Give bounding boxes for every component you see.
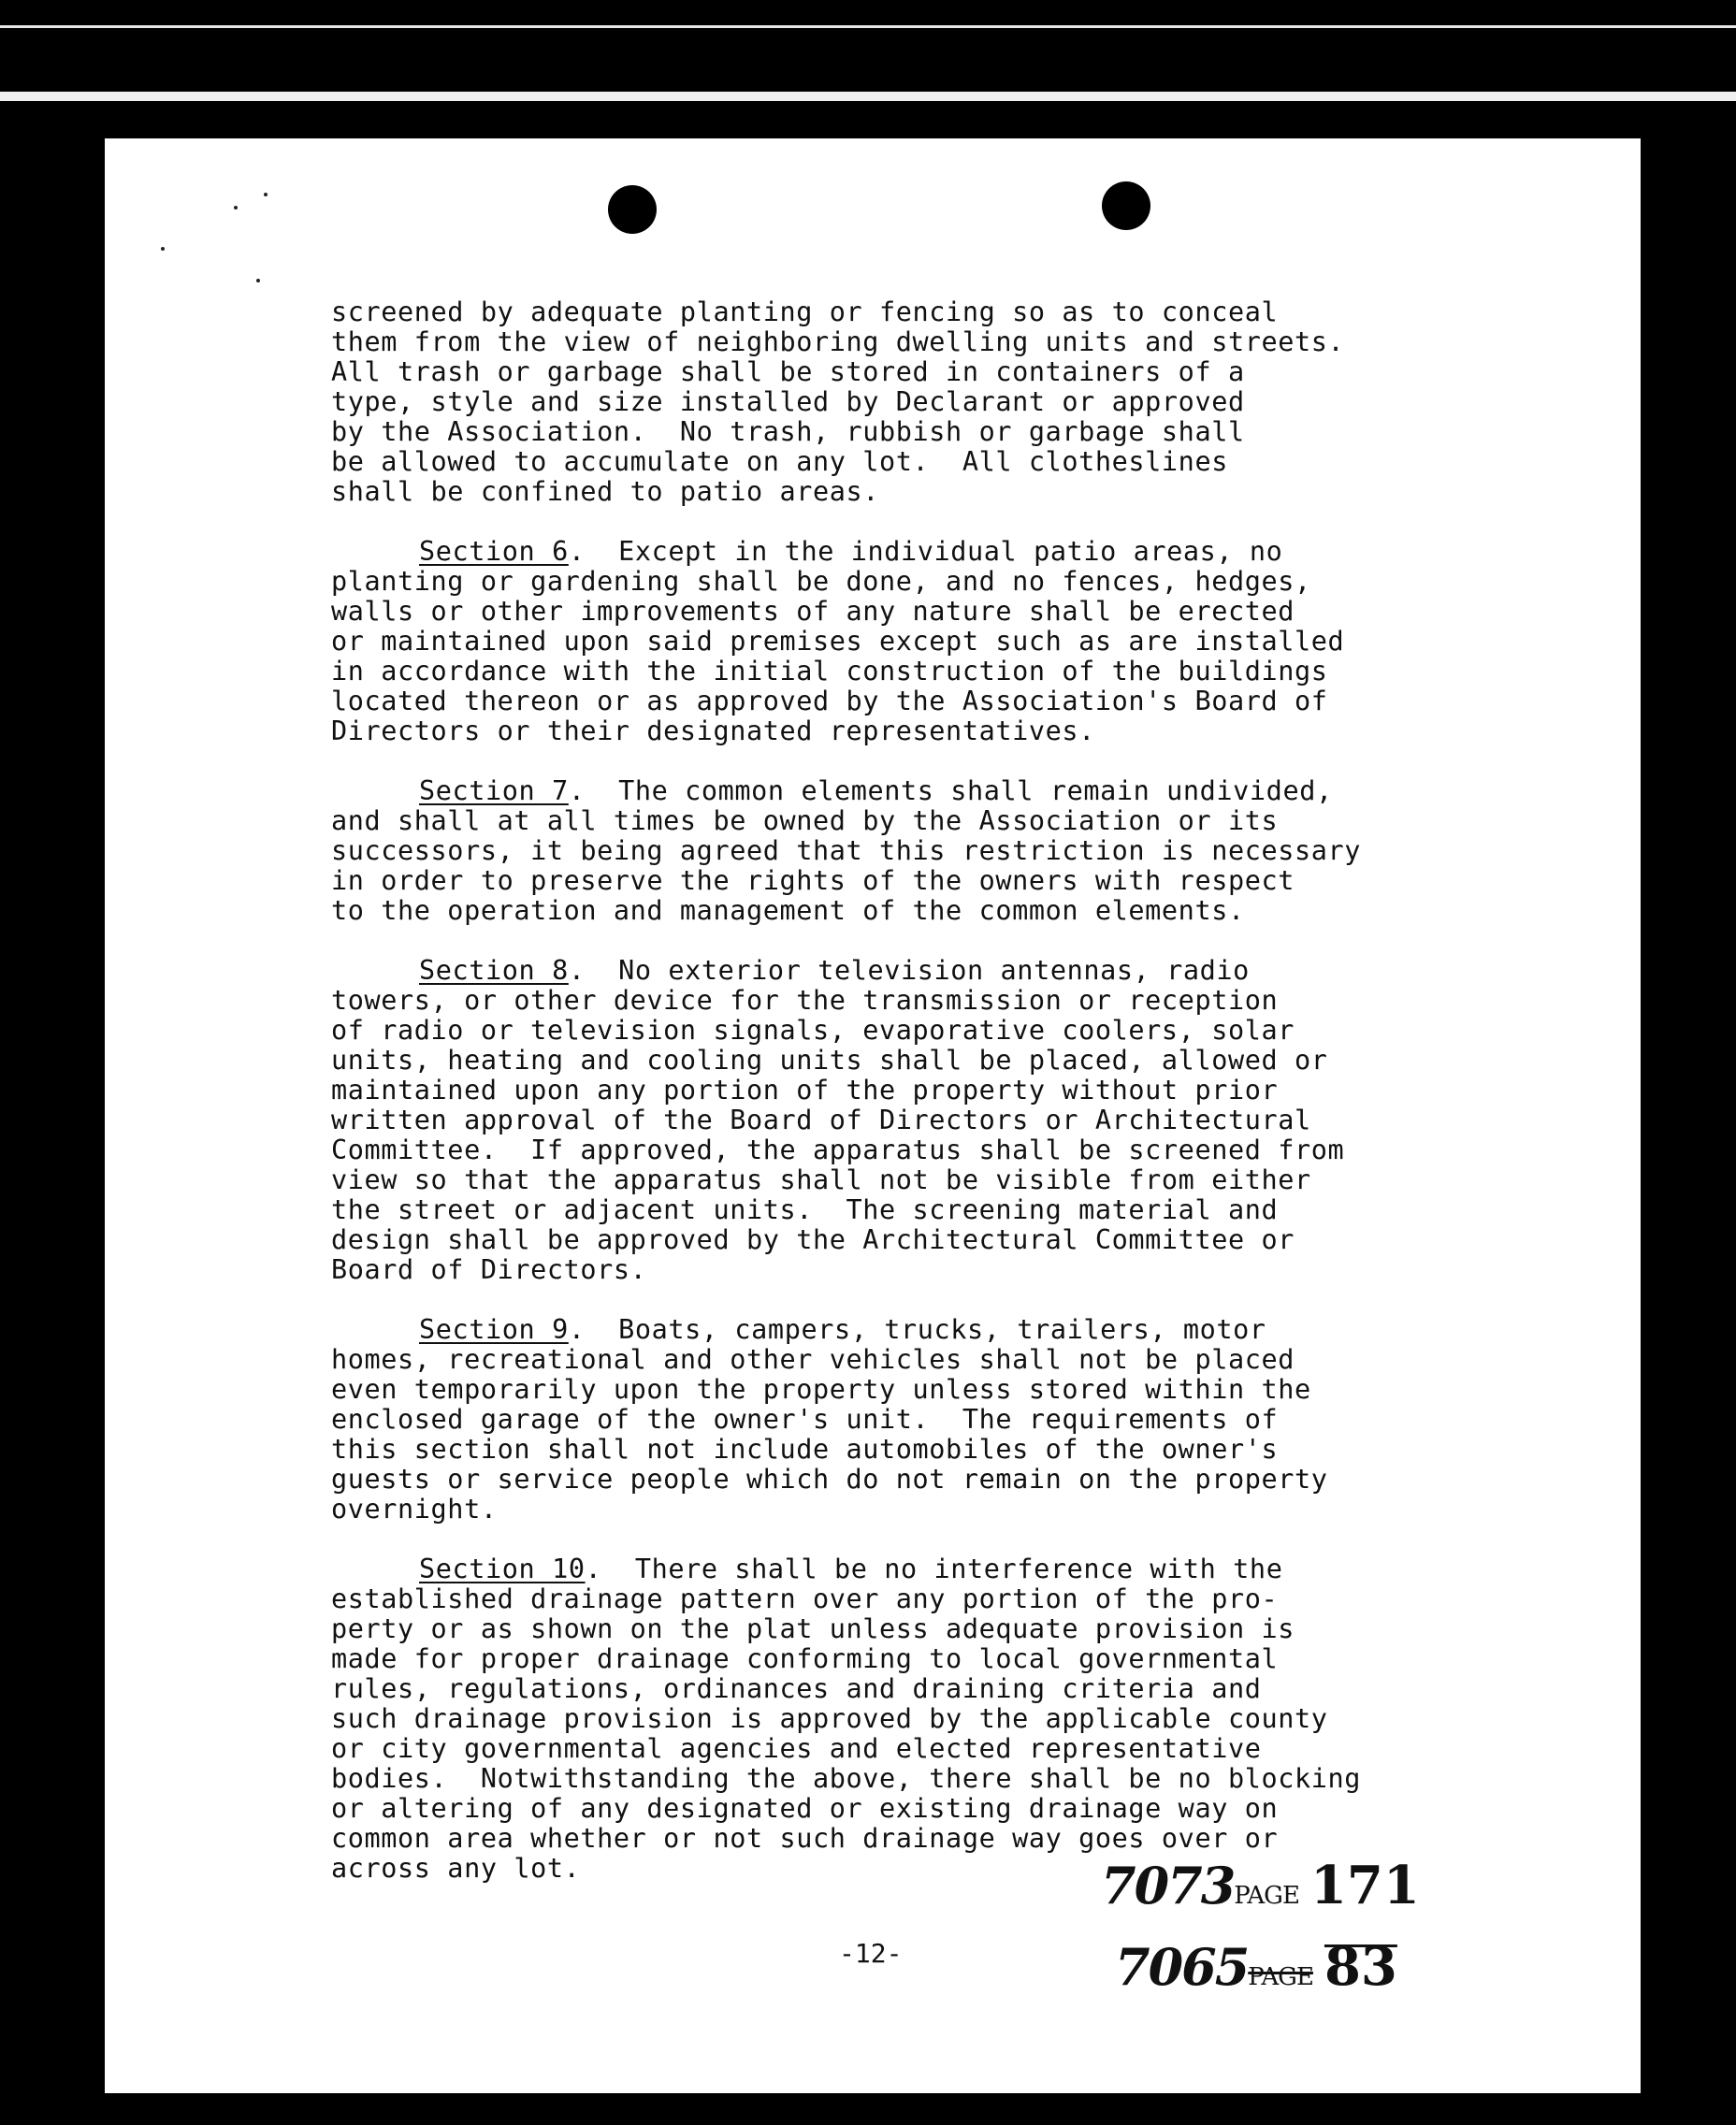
document-page <box>105 138 1641 2093</box>
line-text: Board of Directors. <box>331 1254 647 1285</box>
text-line <box>331 597 1575 627</box>
line-text: even temporarily upon the property unless stored within the <box>331 1374 1311 1405</box>
text-line <box>331 687 1575 716</box>
line-text: Committee. If approved, the apparatus shall be screened from <box>331 1135 1345 1165</box>
section-title: Section 7 <box>419 775 569 806</box>
text-line <box>331 1165 1575 1195</box>
line-text: located thereon or as approved by the Association's Board of <box>331 686 1328 716</box>
line-text: guests or service people which do not remain on the property <box>331 1464 1328 1495</box>
body-text <box>331 297 1575 1914</box>
line-text: towers, or other device for the transmission or reception <box>331 985 1279 1016</box>
text-line <box>331 1405 1575 1435</box>
line-text: the street or adjacent units. The screening material and <box>331 1194 1279 1225</box>
scan-speck <box>256 279 260 282</box>
text-line <box>331 447 1575 477</box>
line-text: successors, it being agreed that this restriction is necessary <box>331 835 1362 866</box>
text-line <box>331 297 1575 327</box>
line-text: planting or gardening shall be done, and no fences, hedges, <box>331 566 1311 597</box>
text-line <box>331 1794 1575 1824</box>
line-text: screened by adequate planting or fencing so as to conceal <box>331 296 1279 327</box>
punch-hole-left <box>608 185 657 234</box>
stamp-page-label: PAGE <box>1248 1963 1313 1991</box>
text-line <box>331 1495 1575 1525</box>
text-line <box>331 477 1575 507</box>
text-line <box>331 627 1575 657</box>
text-line <box>331 1345 1575 1375</box>
paragraph-section-6 <box>331 537 1575 746</box>
text-line <box>331 567 1575 597</box>
line-text: . Boats, campers, trucks, trailers, motor <box>568 1314 1266 1345</box>
line-text: or altering of any designated or existing drainage way on <box>331 1793 1279 1824</box>
text-line <box>331 417 1575 447</box>
line-text: and shall at all times be owned by the Association or its <box>331 805 1279 836</box>
paragraph-section-8 <box>331 956 1575 1285</box>
line-text: of radio or television signals, evaporative coolers, solar <box>331 1015 1295 1046</box>
line-text: or city governmental agencies and elected representative <box>331 1733 1262 1764</box>
line-text: common area whether or not such drainage way goes over or <box>331 1823 1279 1854</box>
stamp-page-label: PAGE <box>1234 1882 1299 1910</box>
line-text: . No exterior television antennas, radio <box>568 955 1250 986</box>
text-line <box>331 537 1575 567</box>
text-line <box>331 1315 1575 1345</box>
line-text: established drainage pattern over any portion of the pro- <box>331 1583 1279 1614</box>
paragraph-section-10 <box>331 1554 1575 1884</box>
line-text: units, heating and cooling units shall be placed, allowed or <box>331 1045 1328 1076</box>
line-text: . There shall be no interference with the <box>585 1554 1283 1584</box>
text-line <box>331 1016 1575 1046</box>
text-line <box>331 716 1575 746</box>
line-text: . Except in the individual patio areas, no <box>568 536 1283 567</box>
line-text: Directors or their designated representatives. <box>331 716 1095 746</box>
text-line <box>331 836 1575 866</box>
text-line <box>331 1734 1575 1764</box>
scan-speck <box>264 193 268 196</box>
text-line <box>331 1435 1575 1465</box>
paragraph-intro <box>331 297 1575 507</box>
line-text: written approval of the Board of Directors or Architectural <box>331 1105 1311 1135</box>
line-text: All trash or garbage shall be stored in containers of a <box>331 356 1245 387</box>
text-line <box>331 956 1575 986</box>
text-line <box>331 327 1575 357</box>
text-line <box>331 1255 1575 1285</box>
line-text: in order to preserve the rights of the owners with respect <box>331 865 1295 896</box>
text-line <box>331 866 1575 896</box>
text-line <box>331 986 1575 1016</box>
text-line <box>331 1824 1575 1854</box>
text-line <box>331 1076 1575 1106</box>
line-text: homes, recreational and other vehicles shall not be placed <box>331 1344 1295 1375</box>
line-text: walls or other improvements of any nature shall be erected <box>331 596 1295 627</box>
text-line <box>331 1674 1575 1704</box>
text-line <box>331 1644 1575 1674</box>
stamp-book-number: 7065 <box>1115 1937 1249 1997</box>
text-line <box>331 1614 1575 1644</box>
page-number: -12- <box>839 1938 903 1969</box>
stamp-page-number: 171 <box>1309 1855 1420 1916</box>
section-title: Section 10 <box>419 1554 586 1584</box>
line-text: enclosed garage of the owner's unit. The requirements of <box>331 1404 1279 1435</box>
line-text: them from the view of neighboring dwelling units and streets. <box>331 326 1345 357</box>
text-line <box>331 357 1575 387</box>
text-line <box>331 1465 1575 1495</box>
line-text: such drainage provision is approved by the applicable county <box>331 1703 1328 1734</box>
text-line <box>331 806 1575 836</box>
text-line <box>331 1764 1575 1794</box>
text-line <box>331 1135 1575 1165</box>
line-text: made for proper drainage conforming to local governmental <box>331 1643 1279 1674</box>
scan-top-rule <box>0 25 1736 28</box>
text-line <box>331 1225 1575 1255</box>
text-line <box>331 1554 1575 1584</box>
line-text: overnight. <box>331 1494 498 1525</box>
line-text: bodies. Notwithstanding the above, there shall be no blocking <box>331 1763 1362 1794</box>
text-line <box>331 776 1575 806</box>
line-text: rules, regulations, ordinances and draining criteria and <box>331 1673 1262 1704</box>
line-text: design shall be approved by the Architectural Committee or <box>331 1224 1295 1255</box>
text-line <box>331 1375 1575 1405</box>
paragraph-section-7 <box>331 776 1575 926</box>
line-text: in accordance with the initial construction of the buildings <box>331 656 1328 687</box>
scan-top-strip <box>0 92 1736 101</box>
scan-speck <box>234 206 238 210</box>
line-text: to the operation and management of the common elements. <box>331 895 1245 926</box>
recording-stamp-superseded <box>1115 1936 1397 1998</box>
line-text: maintained upon any portion of the property without prior <box>331 1075 1279 1106</box>
text-line <box>331 657 1575 687</box>
line-text: this section shall not include automobiles of the owner's <box>331 1434 1279 1465</box>
line-text: view so that the apparatus shall not be visible from either <box>331 1164 1311 1195</box>
line-text: . The common elements shall remain undivided, <box>568 775 1333 806</box>
text-line <box>331 1584 1575 1614</box>
line-text: type, style and size installed by Declarant or approved <box>331 386 1245 417</box>
line-text: across any lot. <box>331 1853 581 1884</box>
line-text: perty or as shown on the plat unless adequate provision is <box>331 1613 1295 1644</box>
stamp-page-number: 83 <box>1324 1936 1397 1998</box>
line-text: by the Association. No trash, rubbish or garbage shall <box>331 416 1245 447</box>
scan-top-band <box>0 0 1736 95</box>
recording-stamp-current <box>1101 1855 1420 1916</box>
text-line <box>331 1106 1575 1135</box>
section-title: Section 9 <box>419 1314 569 1345</box>
text-line <box>331 1704 1575 1734</box>
section-title: Section 8 <box>419 955 569 986</box>
punch-hole-right <box>1102 181 1150 230</box>
text-line <box>331 1046 1575 1076</box>
line-text: shall be confined to patio areas. <box>331 476 880 507</box>
paragraph-section-9 <box>331 1315 1575 1525</box>
stamp-book-number: 7073 <box>1101 1856 1235 1915</box>
text-line <box>331 1195 1575 1225</box>
scan-speck <box>161 247 165 251</box>
line-text: be allowed to accumulate on any lot. All clotheslines <box>331 446 1228 477</box>
section-title: Section 6 <box>419 536 569 567</box>
text-line <box>331 896 1575 926</box>
line-text: or maintained upon said premises except such as are installed <box>331 626 1345 657</box>
text-line <box>331 387 1575 417</box>
